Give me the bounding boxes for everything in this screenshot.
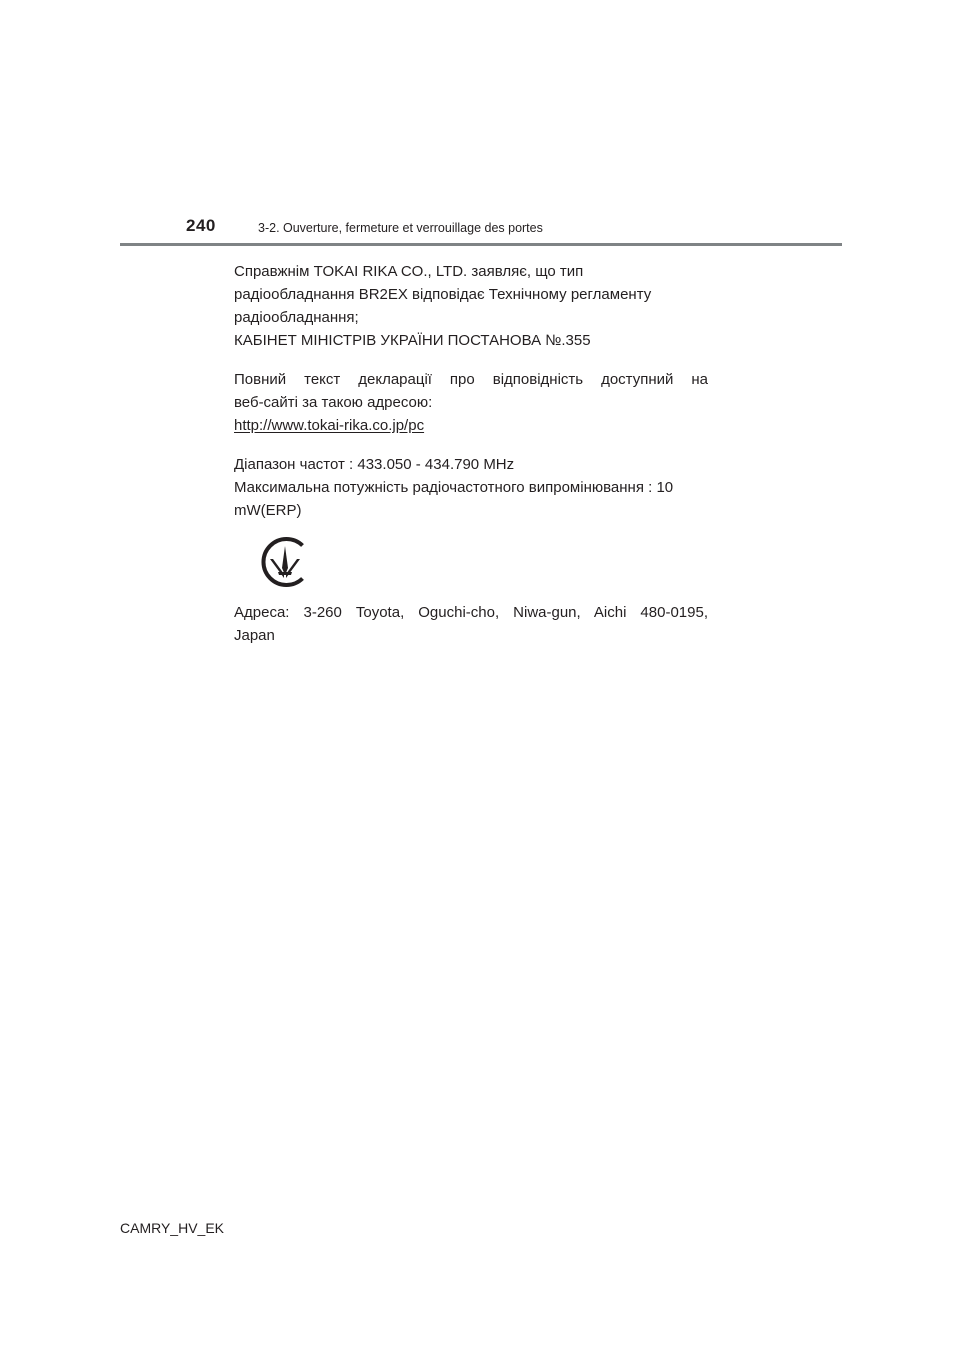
header-rule (120, 243, 842, 246)
main-content (234, 260, 708, 647)
declaration-line-1: Справжнім TOKAI RIKA CO., LTD. заявляє, що тип (234, 263, 584, 280)
max-power-line-2: mW(ERP) (234, 502, 302, 519)
ukraine-conformity-mark-graphic (258, 535, 312, 589)
address-line-1: Адреса: 3-260 Toyota, Oguchi-cho, Niwa-gun, Aichi 480-0195, (234, 604, 708, 621)
frequency-range: Діапазон частот : 433.050 - 434.790 MHz (234, 456, 515, 473)
declaration-line-2: радіообладнання BR2EX відповідає Технічному регламенту (234, 286, 652, 303)
fulltext-line-2: веб-сайті за такою адресою: (234, 394, 433, 411)
declaration-url-line (234, 414, 708, 437)
cabinet-resolution: КАБІНЕТ МІНІСТРІВ УКРАЇНИ ПОСТАНОВА №.355 (234, 332, 591, 349)
declaration-url-link[interactable]: http://www.tokai-rika.co.jp/pc (234, 417, 425, 434)
footer-model-code: CAMRY_HV_EK (120, 1220, 225, 1236)
ukraine-conformity-mark-icon (258, 535, 312, 589)
max-power-line-1: Максимальна потужність радіочастотного випромінювання : 10 (234, 479, 674, 496)
address-line-2: Japan (234, 627, 275, 644)
section-title: 3-2. Ouverture, fermeture et verrouillage des portes (258, 221, 543, 235)
fulltext-line-1: Повний текст декларації про відповідність доступний на (234, 371, 708, 388)
declaration-line-3: радіообладнання; (234, 309, 359, 326)
page-number: 240 (186, 216, 216, 235)
spacer (234, 352, 708, 368)
spacer (234, 437, 708, 453)
